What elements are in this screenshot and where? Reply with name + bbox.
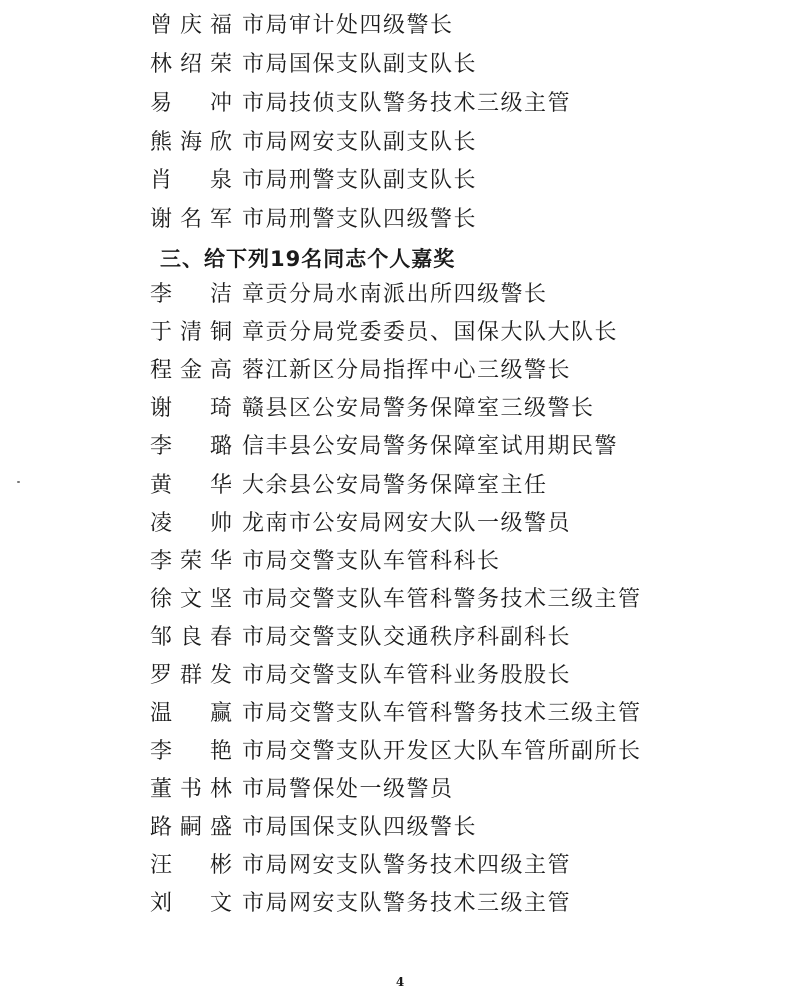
person-name: 罗群发	[150, 663, 232, 688]
person-title: 龙南市公安局网安大队一级警员	[242, 511, 572, 536]
person-name: 林绍荣	[150, 52, 232, 77]
list-item	[150, 430, 790, 464]
person-title: 赣县区公安局警务保障室三级警长	[242, 396, 595, 421]
person-name: 邹良春	[150, 625, 232, 650]
list-item	[150, 469, 790, 503]
list-item	[150, 735, 790, 769]
person-name: 曾庆福	[150, 13, 232, 38]
person-name: 谢名军	[150, 207, 232, 232]
list-item	[150, 354, 790, 388]
list-item	[150, 316, 790, 350]
person-title: 章贡分局水南派出所四级警长	[242, 282, 548, 307]
list-item	[150, 392, 790, 426]
person-name: 肖泉	[150, 168, 232, 193]
person-name: 凌帅	[150, 511, 232, 536]
list-item	[150, 583, 790, 617]
list-item	[150, 887, 790, 921]
person-name: 易冲	[150, 91, 232, 116]
list-item	[150, 507, 790, 541]
list-item	[150, 545, 790, 579]
person-name: 李荣华	[150, 549, 232, 574]
person-title: 市局国保支队副支队长	[242, 52, 478, 77]
person-name: 李洁	[150, 282, 232, 307]
scan-speck	[17, 481, 20, 483]
list-item	[150, 9, 790, 43]
list-item	[150, 126, 790, 160]
person-title: 市局网安支队警务技术三级主管	[242, 891, 572, 916]
list-item	[150, 48, 790, 82]
person-title: 市局审计处四级警长	[242, 13, 454, 38]
person-title: 市局交警支队开发区大队车管所副所长	[242, 739, 642, 764]
person-name: 程金高	[150, 358, 232, 383]
person-name: 李璐	[150, 434, 232, 459]
person-title: 市局交警支队车管科警务技术三级主管	[242, 701, 642, 726]
list-item	[150, 849, 790, 883]
person-name: 谢琦	[150, 396, 232, 421]
person-title: 蓉江新区分局指挥中心三级警长	[242, 358, 572, 383]
person-name: 董书林	[150, 777, 232, 802]
person-name: 黄华	[150, 473, 232, 498]
person-title: 大余县公安局警务保障室主任	[242, 473, 548, 498]
person-title: 市局交警支队交通秩序科副科长	[242, 625, 572, 650]
person-title: 市局刑警支队副支队长	[242, 168, 478, 193]
person-name: 温赢	[150, 701, 232, 726]
person-title: 市局网安支队警务技术四级主管	[242, 853, 572, 878]
person-title: 市局交警支队车管科警务技术三级主管	[242, 587, 642, 612]
section-heading: 三、给下列19名同志个人嘉奖	[160, 247, 456, 271]
person-title: 市局刑警支队四级警长	[242, 207, 478, 232]
list-item	[150, 773, 790, 807]
person-title: 市局交警支队车管科科长	[242, 549, 501, 574]
list-item	[150, 659, 790, 693]
person-name: 路嗣盛	[150, 815, 232, 840]
list-item	[150, 697, 790, 731]
page-number: 4	[395, 975, 405, 989]
list-item	[150, 164, 790, 198]
list-item	[150, 811, 790, 845]
person-name: 徐文坚	[150, 587, 232, 612]
list-item	[150, 87, 790, 121]
person-title: 章贡分局党委委员、国保大队大队长	[242, 320, 619, 345]
list-item	[150, 203, 790, 237]
person-title: 市局技侦支队警务技术三级主管	[242, 91, 572, 116]
list-item	[150, 278, 790, 312]
person-title: 市局网安支队副支队长	[242, 130, 478, 155]
person-name: 汪彬	[150, 853, 232, 878]
person-title: 信丰县公安局警务保障室试用期民警	[242, 434, 619, 459]
list-item	[150, 621, 790, 655]
person-name: 熊海欣	[150, 130, 232, 155]
person-title: 市局国保支队四级警长	[242, 815, 478, 840]
person-name: 于清铜	[150, 320, 232, 345]
person-name: 李艳	[150, 739, 232, 764]
person-name: 刘文	[150, 891, 232, 916]
person-title: 市局交警支队车管科业务股股长	[242, 663, 572, 688]
person-title: 市局警保处一级警员	[242, 777, 454, 802]
